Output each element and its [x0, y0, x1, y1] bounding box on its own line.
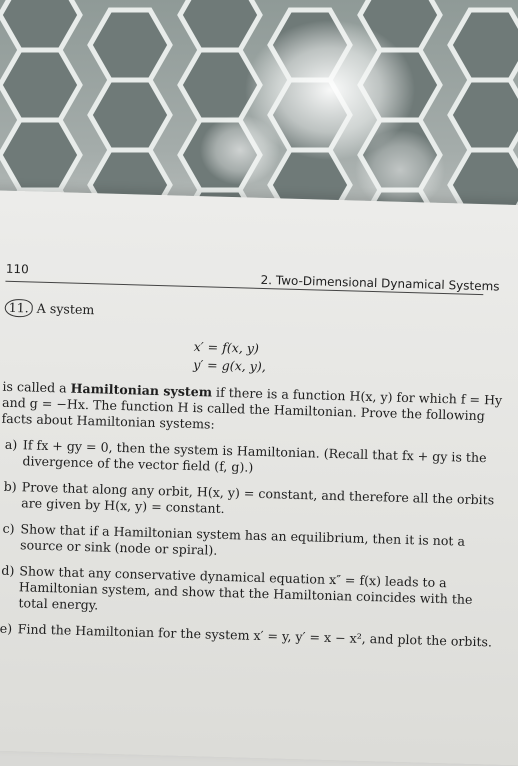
definition-paragraph	[1, 379, 502, 441]
definition-text-end: if there is a function H(x, y) for which f = Hy and g = −Hx. The function H is called the Hamiltonian. Prove the following facts about Hamiltonian systems:	[1, 384, 503, 432]
item-text: Show that any conservative dynamical equation x″ = f(x) leads to a Hamiltonian system, and show that the Hamiltonian coincides with the total energy.	[18, 563, 473, 613]
page-content	[0, 261, 506, 651]
item-label: e)	[0, 620, 13, 637]
item-a	[0, 437, 501, 483]
problem-intro: A system	[36, 300, 95, 318]
item-b	[0, 479, 500, 525]
item-label: b)	[3, 478, 17, 495]
item-e	[0, 621, 496, 651]
running-head: 2. Two-Dimensional Dynamical Systems	[260, 272, 500, 294]
page-number: 110	[5, 261, 29, 277]
book-page	[0, 190, 518, 766]
item-label: a)	[4, 436, 18, 453]
page-header	[5, 261, 506, 301]
equation-x: x′ = f(x, y)	[193, 339, 260, 356]
problem-heading	[4, 299, 504, 333]
system-equations	[3, 333, 504, 383]
item-c	[0, 521, 499, 567]
item-label: d)	[1, 562, 15, 579]
item-text: Show that if a Hamiltonian system has an equilibrium, then it is not a source or sink (node or spiral).	[19, 521, 466, 558]
definition-text-start: is called a	[2, 378, 71, 396]
item-text: If fx + gy = 0, then the system is Hamiltonian. (Recall that fx + gy is the divergence of the vector field (f, g).)	[22, 437, 487, 475]
item-text: Prove that along any orbit, H(x, y) = constant, and therefore all the orbits are given by H(x, y) = constant.	[21, 479, 495, 516]
item-d	[0, 563, 497, 625]
equation-y: y′ = g(x, y),	[193, 357, 267, 375]
item-text: Find the Hamiltonian for the system x′ = y, y′ = x − x², and plot the orbits.	[17, 621, 493, 650]
definition-term: Hamiltonian system	[70, 380, 213, 400]
problem-number: 11.	[4, 299, 33, 318]
item-label: c)	[2, 520, 15, 537]
